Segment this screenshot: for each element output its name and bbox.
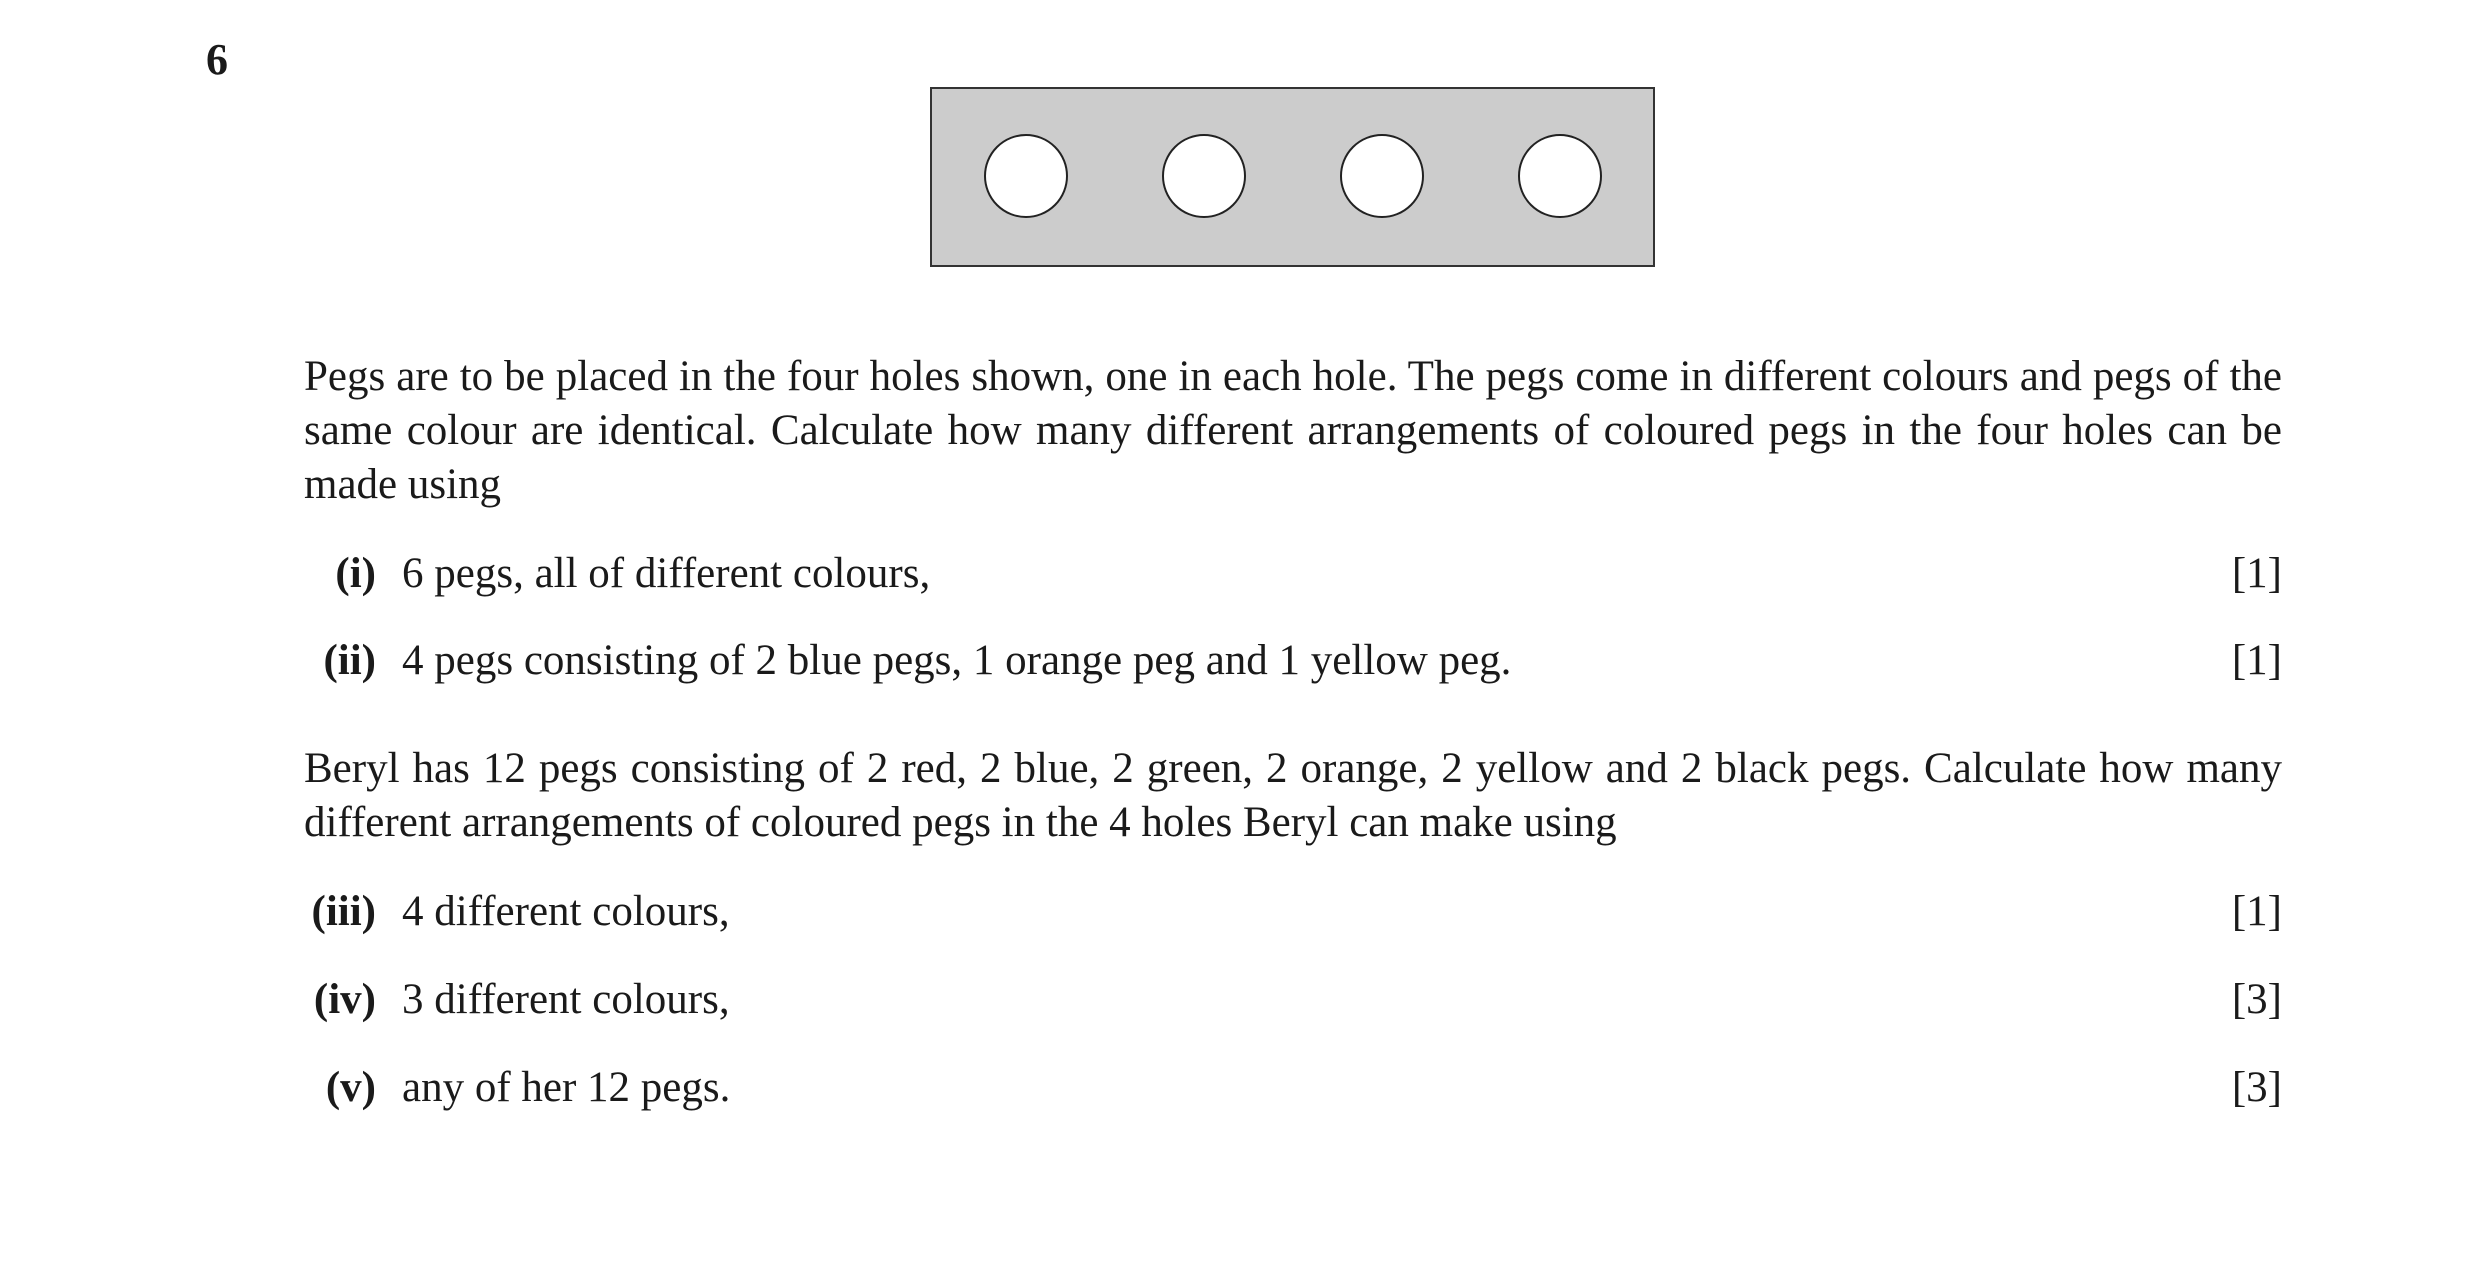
question-part bbox=[0, 1060, 2282, 1116]
part-marks: [3] bbox=[2231, 976, 2282, 1023]
part-marks: [1] bbox=[2231, 550, 2282, 597]
part-marks: [1] bbox=[2231, 888, 2282, 935]
question-intro: Pegs are to be placed in the four holes shown, one in each hole. The pegs come in different colours and pegs of the same colour are identical. Calculate how many different arrangements of coloured pegs in the four holes can be made using bbox=[304, 353, 2282, 508]
part-marks: [3] bbox=[2231, 1064, 2282, 1111]
part-text: 4 different colours, bbox=[402, 888, 730, 935]
part-label: (i) bbox=[335, 550, 376, 597]
question-part bbox=[0, 633, 2282, 689]
part-marks: [1] bbox=[2231, 637, 2282, 684]
peg-hole bbox=[984, 134, 1068, 218]
peg-board-figure bbox=[930, 87, 1655, 267]
part-label: (ii) bbox=[323, 637, 376, 684]
question-part bbox=[0, 972, 2282, 1028]
peg-hole bbox=[1518, 134, 1602, 218]
question-number: 6 bbox=[206, 35, 228, 84]
question-second-intro: Beryl has 12 pegs consisting of 2 red, 2 blue, 2 green, 2 orange, 2 yellow and 2 black pegs. Calculate how many different arrangements of coloured pegs in the 4 holes Beryl can make using bbox=[304, 745, 2282, 846]
part-text: any of her 12 pegs. bbox=[402, 1064, 731, 1111]
part-text: 3 different colours, bbox=[402, 976, 730, 1023]
question-part bbox=[0, 546, 2282, 602]
question-part bbox=[0, 884, 2282, 940]
part-label: (v) bbox=[325, 1064, 376, 1111]
peg-hole bbox=[1162, 134, 1246, 218]
part-text: 4 pegs consisting of 2 blue pegs, 1 orange peg and 1 yellow peg. bbox=[402, 637, 1512, 684]
part-label: (iii) bbox=[311, 888, 376, 935]
part-text: 6 pegs, all of different colours, bbox=[402, 550, 931, 597]
part-label: (iv) bbox=[313, 976, 376, 1023]
peg-hole bbox=[1340, 134, 1424, 218]
